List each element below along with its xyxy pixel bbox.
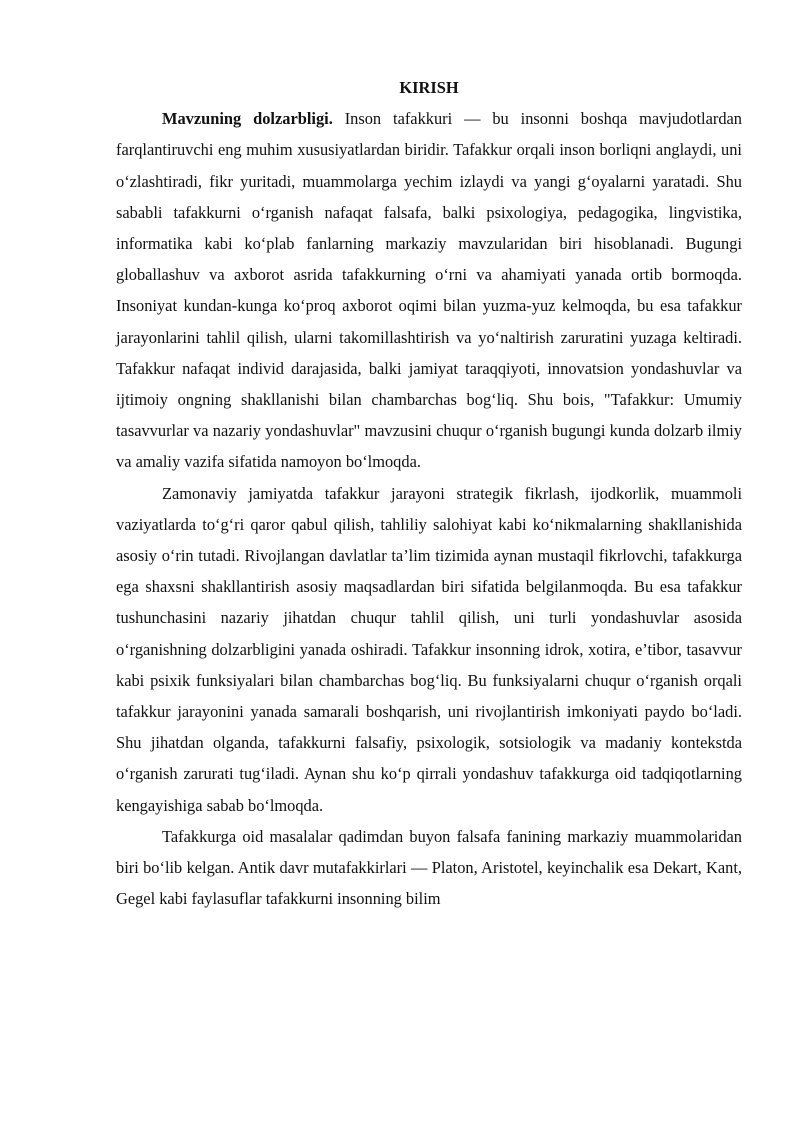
section-heading: KIRISH bbox=[399, 78, 459, 97]
document-page bbox=[116, 72, 742, 914]
paragraph-relevance bbox=[116, 103, 742, 477]
paragraph-text: Zamonaviy jamiyatda tafakkur jarayoni strategik fikrlash, ijodkorlik, muammoli vaziyatlarda to‘g‘ri qaror qabul qilish, tahliliy salohiyat kabi ko‘nikmalarning shakllanishida asosiy o‘rin tutadi. Rivojlangan davlatlar ta’lim tizimida aynan mustaqil fikrlovchi, tafakkurga ega shaxsni shakllantirish asosiy maqsadlardan biri sifatida belgilanmoqda. Bu esa tafakkur tushunchasini nazariy jihatdan chuqur tahlil qilish, uni turli yondashuvlar asosida o‘rganishning dolzarbligini yanada oshiradi. Tafakkur insonning idrok, xotira, e’tibor, tasavvur kabi psixik funksiyalari bilan chambarchas bog‘liq. Bu funksiyalarni chuqur o‘rganish orqali tafakkur jarayonini yanada samarali boshqarish, uni rivojlantirish imkoniyati paydo bo‘ladi. Shu jihatdan olganda, tafakkurni falsafiy, psixologik, sotsiologik va madaniy kontekstda o‘rganish zarurati tug‘iladi. Aynan shu ko‘p qirrali yondashuv tafakkurga oid tadqiqotlarning kengayishiga sabab bo‘lmoqda. bbox=[116, 483, 742, 815]
paragraph-text: Inson tafakkuri — bu insonni boshqa mavjudotlardan farqlantiruvchi eng muhim xususiyatlardan biridir. Tafakkur orqali inson borliqni anglaydi, uni o‘zlashtiradi, fikr yuritadi, muammolarga yechim izlaydi va yangi g‘oyalarni yaratadi. Shu sababli tafakkurni o‘rganish nafaqat falsafa, balki psixologiya, pedagogika, lingvistika, informatika kabi ko‘plab fanlarning markaziy mavzularidan biri hisoblanadi. Bugungi globallashuv va axborot asrida tafakkurning o‘rni va ahamiyati yanada ortib bormoqda. Insoniyat kundan-kunga ko‘proq axborot oqimi bilan yuzma-yuz kelmoqda, bu esa tafakkur jarayonlarini tahlil qilish, ularni takomillashtirish va yo‘naltirish zaruratini yuzaga keltiradi. Tafakkur nafaqat individ darajasida, balki jamiyat taraqqiyoti, innovatsion yondashuvlar va ijtimoiy ongning shakllanishi bilan chambarchas bog‘liq. Shu bois, "Tafakkur: Umumiy tasavvurlar va nazariy yondashuvlar" mavzusini chuqur o‘rganish bugungi kunda dolzarb ilmiy va amaliy vazifa sifatida namoyon bo‘lmoqda. bbox=[116, 109, 742, 472]
paragraph-text: Tafakkurga oid masalalar qadimdan buyon falsafa fanining markaziy muammolaridan biri bo‘lib kelgan. Antik davr mutafakkirlari — Platon, Aristotel, keyinchalik esa Dekart, Kant, Gegel kabi faylasuflar tafakkurni insonning bilim bbox=[116, 826, 742, 909]
paragraph-lead: Mavzuning dolzarbligi. bbox=[162, 109, 333, 129]
paragraph-philosophy-history bbox=[116, 821, 742, 915]
paragraph-modern-society bbox=[116, 478, 742, 821]
